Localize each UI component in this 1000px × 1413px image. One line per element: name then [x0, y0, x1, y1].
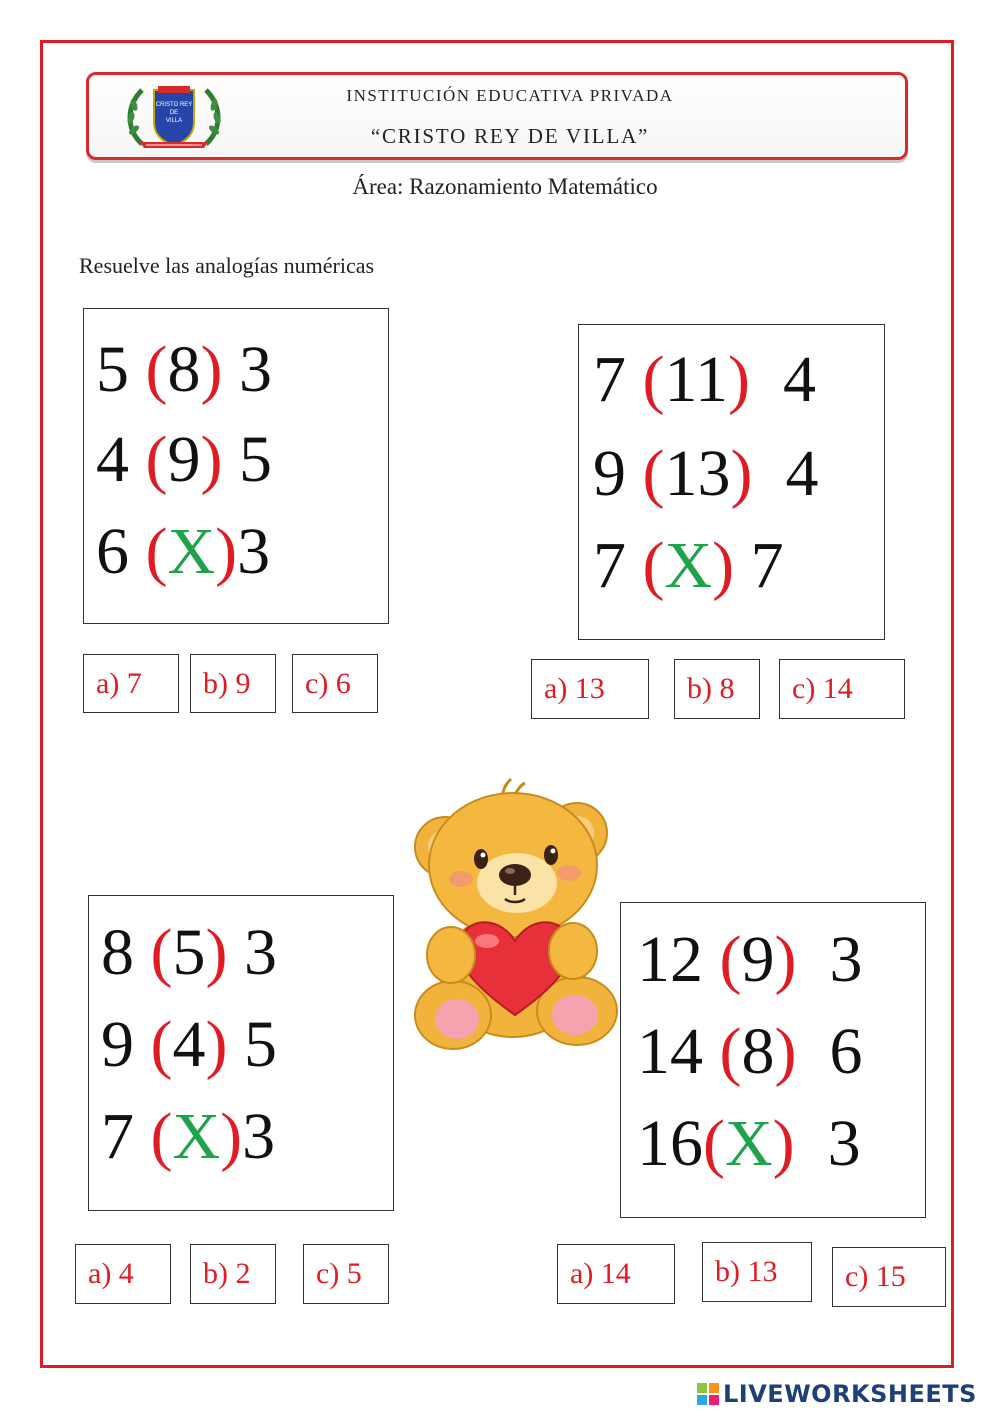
- left-number: 14: [637, 1015, 703, 1088]
- close-paren: ): [772, 1107, 795, 1180]
- left-number: 7: [593, 343, 626, 416]
- right-number: 7: [750, 529, 784, 602]
- svg-text:CRISTO REY: CRISTO REY: [155, 102, 193, 108]
- close-paren: ): [728, 343, 751, 416]
- middle-number: 8: [741, 1015, 775, 1088]
- analogy-row: [593, 529, 784, 602]
- institution-name: “CRISTO REY DE VILLA”: [370, 124, 650, 148]
- right-number: 5: [243, 1008, 277, 1081]
- open-paren: (: [642, 343, 665, 416]
- analogy-box-2: [578, 324, 885, 640]
- open-paren: (: [719, 1015, 742, 1088]
- left-number: 7: [101, 1100, 134, 1173]
- analogy-box-4: [620, 902, 926, 1218]
- option-a-4[interactable]: a) 14: [557, 1244, 675, 1304]
- left-number: 6: [96, 515, 129, 588]
- option-c-2[interactable]: c) 14: [779, 659, 905, 719]
- open-paren: (: [150, 1100, 173, 1173]
- left-number: 9: [101, 1008, 134, 1081]
- unknown-x: X: [167, 515, 216, 588]
- right-number: 3: [243, 916, 277, 989]
- close-paren: ): [730, 437, 753, 510]
- analogy-box-1: [83, 308, 389, 624]
- left-number: 7: [593, 529, 626, 602]
- option-c-1[interactable]: c) 6: [292, 654, 378, 713]
- school-crest-logo-icon: [120, 80, 228, 152]
- option-a-1[interactable]: a) 7: [83, 654, 179, 713]
- middle-number: 4: [172, 1008, 206, 1081]
- svg-text:VILLA: VILLA: [165, 118, 183, 124]
- close-paren: ): [200, 333, 223, 406]
- analogy-row: [637, 1015, 863, 1088]
- middle-number: 9: [167, 423, 201, 496]
- unknown-x: X: [724, 1107, 773, 1180]
- middle-number: 5: [172, 916, 206, 989]
- option-a-3[interactable]: a) 4: [75, 1244, 171, 1304]
- analogy-row: [101, 1008, 277, 1081]
- analogy-box-3: [88, 895, 394, 1211]
- option-c-4[interactable]: c) 15: [832, 1247, 946, 1307]
- open-paren: (: [150, 916, 173, 989]
- left-number: 16: [637, 1107, 703, 1180]
- close-paren: ): [774, 1015, 797, 1088]
- analogy-row: [96, 333, 272, 406]
- analogy-row: [101, 916, 277, 989]
- option-b-3[interactable]: b) 2: [190, 1244, 276, 1304]
- open-paren: (: [150, 1008, 173, 1081]
- option-b-4[interactable]: b) 13: [702, 1242, 812, 1302]
- analogy-row: [96, 423, 272, 496]
- open-paren: (: [145, 333, 168, 406]
- right-number: 3: [827, 1107, 861, 1180]
- open-paren: (: [703, 1107, 725, 1180]
- left-number: 4: [96, 423, 129, 496]
- right-number: 4: [785, 437, 819, 510]
- instruction-text: Resuelve las analogías numéricas: [79, 253, 375, 278]
- middle-number: 8: [167, 333, 201, 406]
- liveworksheets-logo-icon: [697, 1383, 719, 1405]
- right-number: 4: [783, 343, 817, 416]
- analogy-row: [96, 515, 271, 588]
- open-paren: (: [642, 437, 665, 510]
- left-number: 8: [101, 916, 134, 989]
- middle-number: 11: [664, 343, 729, 416]
- analogy-row: [593, 343, 817, 416]
- right-number: 3: [237, 515, 271, 588]
- middle-number: 13: [664, 437, 731, 510]
- unknown-x: X: [664, 529, 713, 602]
- right-number: 6: [829, 1015, 863, 1088]
- open-paren: (: [145, 515, 168, 588]
- right-number: 3: [238, 333, 272, 406]
- left-number: 9: [593, 437, 626, 510]
- right-number: 5: [238, 423, 272, 496]
- left-number: 5: [96, 333, 129, 406]
- analogy-row: [637, 1107, 861, 1180]
- right-number: 3: [829, 923, 863, 996]
- watermark-text: LIVEWORKSHEETS: [723, 1380, 977, 1408]
- open-paren: (: [145, 423, 168, 496]
- analogy-row: [593, 437, 819, 510]
- close-paren: ): [712, 529, 735, 602]
- svg-text:DE: DE: [169, 110, 179, 116]
- option-c-3[interactable]: c) 5: [303, 1244, 389, 1304]
- open-paren: (: [642, 529, 665, 602]
- option-b-1[interactable]: b) 9: [190, 654, 276, 713]
- unknown-x: X: [172, 1100, 221, 1173]
- close-paren: ): [774, 923, 797, 996]
- close-paren: ): [220, 1100, 243, 1173]
- right-number: 3: [242, 1100, 276, 1173]
- close-paren: ): [205, 1008, 228, 1081]
- analogy-row: [637, 923, 863, 996]
- option-b-2[interactable]: b) 8: [674, 659, 760, 719]
- close-paren: ): [205, 916, 228, 989]
- close-paren: ): [200, 423, 223, 496]
- open-paren: (: [719, 923, 742, 996]
- liveworksheets-watermark[interactable]: [697, 1380, 977, 1408]
- area-title: Área: Razonamiento Matemático: [352, 174, 658, 199]
- teddy-bear-with-heart-icon: [405, 775, 630, 1060]
- middle-number: 9: [741, 923, 775, 996]
- option-a-2[interactable]: a) 13: [531, 659, 649, 719]
- institution-type: INSTITUCIÓN EDUCATIVA PRIVADA: [346, 86, 674, 105]
- left-number: 12: [637, 923, 703, 996]
- analogy-row: [101, 1100, 276, 1173]
- close-paren: ): [215, 515, 238, 588]
